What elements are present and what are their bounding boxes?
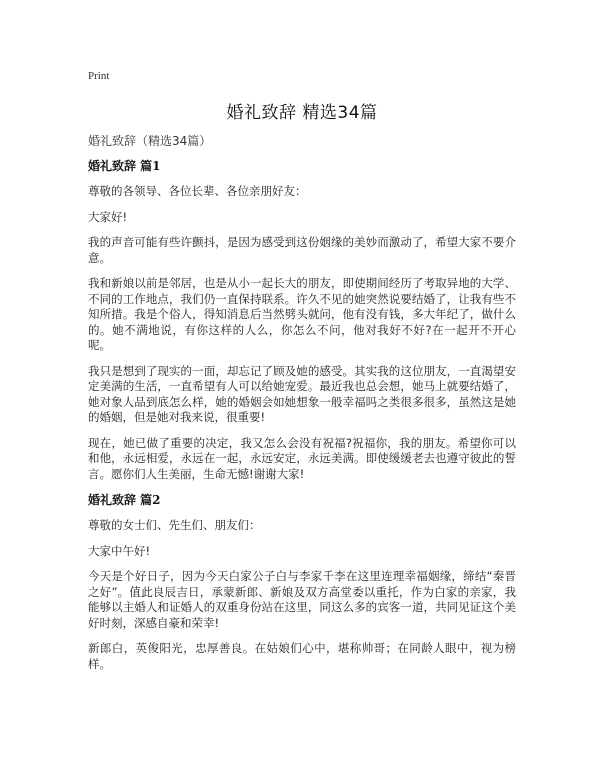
paragraph: 尊敬的各领导、各位长辈、各位亲朋好友：: [88, 184, 307, 198]
section-heading: 婚礼致辞 篇2: [88, 493, 161, 507]
paragraph: 尊敬的女士们、先生们、朋友们：: [88, 518, 261, 532]
document-subtitle: 婚礼致辞（精选34篇）: [88, 134, 212, 148]
paragraph: 现在，她已做了重要的决定，我又怎么会没有祝福?祝福你，我的朋友。希望你可以和他，永远相爱，永远在一起，永远安定，永远美满。即使缓缓老去也遵守彼此的誓言。愿你们人生美丽，生命无憾!谢谢大家!: [88, 435, 516, 481]
paragraph: 大家中午好!: [88, 543, 151, 558]
paragraph: 我和新娘以前是邻居，也是从小一起长大的朋友，即使期间经历了考取异地的大学、不同的工作地点，我们仍一直保持联系。许久不见的她突然说要结婚了，让我有些不知所措。我是个俗人，得知消息后当然劈头就问，他有没有钱，多大年纪了，做什么的。她不满地说，有你这样的人么，你怎么不问，他对我好不好?在一起开不开心呢。: [88, 276, 516, 352]
paragraph: 今天是个好日子，因为今天白家公子白与李家千李在这里连理幸福姻缘，缔结“秦晋之好”。值此良辰吉日，承蒙新郎、新娘及双方高堂委以重托，作为白家的亲家，我能够以主婚人和证婚人的双重身份站在这里，同这么多的宾客一道，共同见证这个美好时刻，深感自豪和荣幸!: [88, 569, 516, 630]
document-body: [88, 158, 516, 682]
paragraph: 我只是想到了现实的一面，却忘记了顾及她的感受。其实我的这位朋友，一直渴望安定美满的生活，一直希望有人可以给她宠爱。最近我也总会想，她马上就要结婚了，她对象人品到底怎么样，她的婚姻会如她想象一般幸福吗之类很多很多，虽然这是她的婚姻，但是她对我来说，很重要!: [88, 363, 516, 424]
section-heading: 婚礼致辞 篇1: [88, 159, 161, 173]
paragraph: 我的声音可能有些许颤抖，是因为感受到这份姻缘的美妙而激动了，希望大家不要介意。: [88, 235, 516, 265]
document-title: 婚礼致辞 精选34篇: [226, 103, 378, 123]
paragraph: 大家好!: [88, 209, 128, 224]
paragraph: 新郎白，英俊阳光，忠厚善良。在姑娘们心中，堪称帅哥；在同龄人眼中，视为榜样。: [88, 641, 516, 671]
print-label: Print: [88, 70, 110, 82]
